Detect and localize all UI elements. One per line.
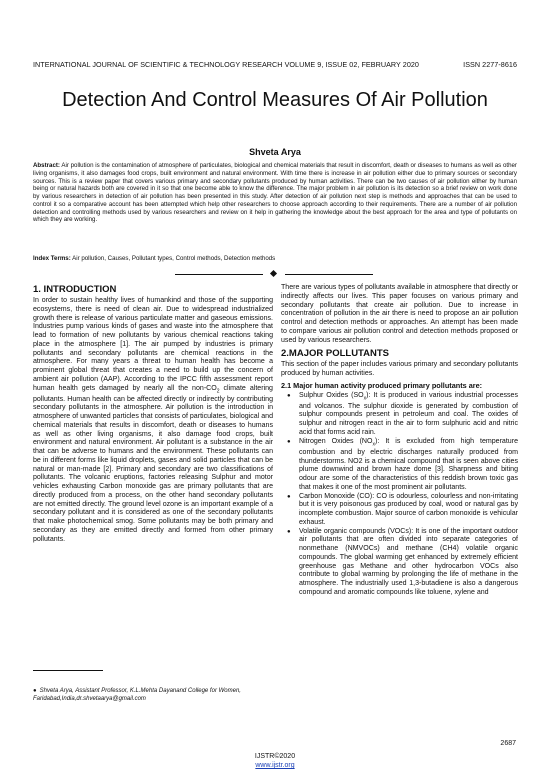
footnote-rule xyxy=(33,670,103,671)
intro-text-part2: climate altering pollutants. Human health can be affected directly or indirectly by contributing secondary pollutants in the atmosphere. Air pollution is the introduction in atmosphere of unwanted particles that consists of particulates, biological and chemical materials that results in discomfort, death or diseases to humans as well as other living organisms, it also damage food crops, built environment and natural environment. Air pollutant is a substance in the air that can be adverse to humans and the environment. These pollutants can be in different forms like liquid droplets, gases and solid particles that can be natural or man-made [2]. Primary and secondary are two classifications of pollutants. The volcanic eruptions, factories releasing Sulphur and motor vehicles exhausting Carbon monoxide gas are primary pollutants that are directly produced from a process, on the other hand secondary pollutants are not emitted directly. The ground level ozone is an important example of a secondary pollutant and it is considered as one of the secondary pollutants that make photochemical smog. Some pollutants may be both primary and secondary as they are emitted directly and formed from other primary pollutants. xyxy=(33,384,273,543)
bullet-icon: ● xyxy=(287,528,291,535)
index-terms xyxy=(33,255,517,263)
index-terms-text: Air pollution, Causes, Pollutant types, Control methods, Detection methods xyxy=(72,255,276,262)
subsection-heading-primary-pollutants: 2.1 Major human activity produced primary pollutants are: xyxy=(281,380,483,390)
abstract-label: Abstract: xyxy=(33,162,60,169)
item-lead: Nitrogen Oxides (NO xyxy=(299,437,373,445)
paper-title: Detection And Control Measures Of Air Pollution xyxy=(62,89,488,111)
bullet-icon: ● xyxy=(287,438,291,445)
item-text: ): It is excluded from high temperature combustion and by electric discharges naturally produced from thunderstorms. NO2 is a chemical compound that is seen above cities plume downwind and brown haze dome [3]. Sharpness and biting odour are some of the characteristics of this reddish brown toxic gas that makes it one of the most prominent air pollutants. xyxy=(299,437,518,491)
pollutant-list xyxy=(281,392,518,598)
intro-text-part1: In order to sustain healthy lives of humankind and those of the supporting ecosystems, there is need of clean air. Due to widespread industrialized growth there is release of various particulate matter and gaseous emissions. Industries pump various kinds of gases and waste into the atmosphere that lead to formation of new pollutants by various chemical reactions taking place in the atmosphere [1]. The air pumped by industries is primary pollutants and secondary pollutants are chemical reactions in the atmosphere. For many years a threat to human health has become a prominent global threat that creates a need to build up the concern of ambient air pollution (AAP). According to the IPCC fifth assessment report human health gets damaged by nearly all the non-CO xyxy=(33,297,273,392)
author-footnote xyxy=(33,688,258,703)
diamond-icon xyxy=(270,270,277,277)
item-text: : CO is odourless, colourless and non-irritating but it is very poisonous gas produced by coal, wood or natural gas by incomplete combustion. Major source of carbon monoxide is vehicular exhaust. xyxy=(299,492,518,526)
item-subscript: x xyxy=(372,441,376,448)
list-item xyxy=(281,438,518,493)
abstract xyxy=(33,162,517,224)
section-heading-major-pollutants: 2.MAJOR POLLUTANTS xyxy=(281,348,390,360)
co2-subscript: 2 xyxy=(216,387,220,394)
item-lead: Volatile organic compounds (VOCs) xyxy=(299,527,412,535)
bullet-icon: ● xyxy=(287,493,291,500)
section-heading-introduction: 1. INTRODUCTION xyxy=(33,284,117,295)
bullet-icon: ● xyxy=(33,688,37,694)
journal-url-link[interactable]: www.ijstr.org xyxy=(255,762,295,769)
introduction-paragraph-2: There are various types of pollutants available in atmosphere that directly or indirectly affects our lives. This paper focuses on various primary and secondary pollutants that create air pollution. Due to increase in concentration of pollution in the air there is need to propose an air pollution control and detection methods or approaches. An attempt has been made to compare various air pollution control and detection methods proposed or used by various researchers. xyxy=(281,284,518,344)
item-text: ): It is produced in various industrial processes and volcanos. The sulphur dioxide is generated by combustion of sulphur compounds present in petroleum and coal. The oxides of sulphur and nitrogen react in the air to form sulphuric acid and nitric acid that forms acid rain. xyxy=(299,391,519,436)
journal-name: INTERNATIONAL JOURNAL OF SCIENTIFIC & TECHNOLOGY RESEARCH VOLUME 9, ISSUE 02, FEBRUARY 2020 xyxy=(33,60,419,69)
right-column xyxy=(281,284,518,598)
bullet-icon: ● xyxy=(287,392,291,399)
index-terms-label: Index Terms: xyxy=(33,255,71,262)
item-subscript: x xyxy=(363,394,367,401)
divider-line-right xyxy=(285,274,373,275)
issn: ISSN 2277-8616 xyxy=(463,60,517,69)
section-divider xyxy=(175,271,375,277)
list-item xyxy=(281,493,518,528)
divider-line-left xyxy=(175,274,263,275)
list-item xyxy=(281,392,518,438)
introduction-paragraph xyxy=(33,297,273,544)
footnote-text: Shveta Arya, Assistant Professor, K.L.Mehta Dayanand College for Women, Faridabad,India,dr.shvetaarya@gmail.com xyxy=(33,688,241,702)
item-lead: Sulphur Oxides (SO xyxy=(299,391,364,399)
page-footer xyxy=(0,752,550,770)
item-text: : It is one of the important outdoor air pollutants that are often divided into separate categories of nonmethane (NMVOCs) and methane (CH4) volatile organic compounds. The global warming get enhanced by extremely efficient greenhouse gas Methane and other hydrocarbon VOCs also contribute to global warming by prolonging the life of methane in the atmosphere. The industrially used 1,3-butadiene is also a dangerous compound and aromatic compounds like toluene, xylene and xyxy=(299,527,518,596)
item-lead: Carbon Monoxide (CO) xyxy=(299,492,373,500)
copyright: IJSTR©2020 xyxy=(254,753,296,760)
author-name: Shveta Arya xyxy=(249,147,301,157)
list-item xyxy=(281,528,518,598)
page-number: 2687 xyxy=(500,740,516,747)
major-pollutants-paragraph: This section of the paper includes various primary and secondary pollutants produced by human activities. xyxy=(281,361,518,377)
abstract-text: Air pollution is the contamination of atmosphere of particulates, biological and chemical materials that result in discomfort, death or diseases to humans as well as other living organisms, it also damages food crops, built environment and natural environment. With time there is increase in air pollution either due to primary sources or secondary sources. This is a review paper that covers various primary and secondary pollutants produced by human activities. There can be two causes of air pollution either by human being or natural hazards both are covered in it so that one become able to know the difference. The major problem in air pollution is its detection so a brief review on work done by various researchers in detection of air pollution has been presented in this study. After detection of air pollution next step is methods and approaches that can be used to control it so a comparative account has been attempted which help other researchers to choose approach according to their requirements. There are a number of air pollution detection and controlling methods used by various researchers and review on it help in gathering the knowledge about the best approach for the area and type of pollutants on which they are working. xyxy=(33,162,517,224)
left-column xyxy=(33,284,273,544)
